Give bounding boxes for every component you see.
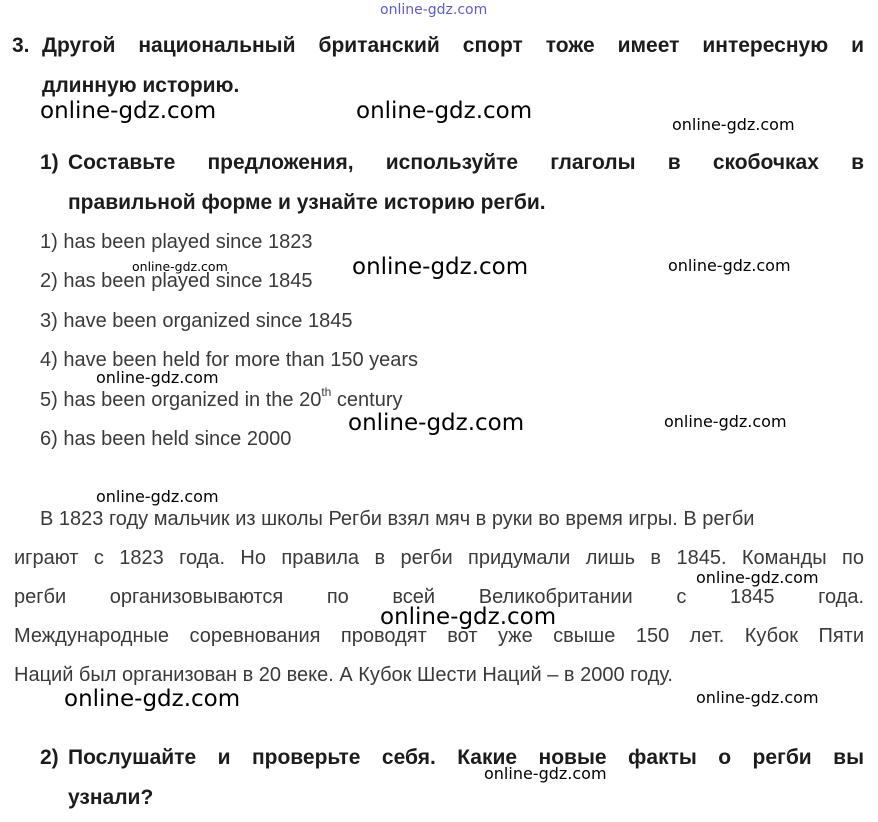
watermark[interactable]: online-gdz.com <box>696 688 819 707</box>
translation-line-4-text: Международные соревнования проводят вот уже свыше 150 лет. Кубок Пяти <box>14 625 864 647</box>
top-watermark[interactable]: online-gdz.com <box>380 2 488 18</box>
task-title-line1 <box>42 34 864 58</box>
exercise1-line2: правильной форме и узнайте историю регби. <box>68 191 546 214</box>
exercise1-number: 1) <box>40 151 59 174</box>
watermark[interactable]: online-gdz.com <box>132 259 228 274</box>
exercise2-line1-text: Послушайте и проверьте себя. Какие новые факты о регби вы <box>68 746 864 769</box>
exercise1-line1 <box>68 151 864 175</box>
translation-line-2 <box>14 547 864 570</box>
watermark[interactable]: online-gdz.com <box>668 256 791 275</box>
answer-text: has been played since 1845 <box>63 270 313 292</box>
watermark[interactable]: online-gdz.com <box>40 98 217 124</box>
answer-5 <box>40 385 403 412</box>
exercise2-number: 2) <box>40 746 59 769</box>
translation-line-5: Наций был организован в 20 веке. А Кубок Шести Наций – в 2000 году. <box>14 664 673 686</box>
translation-line-2-text: играют с 1823 года. Но правила в регби придумали лишь в 1845. Команды по <box>14 547 864 569</box>
answer-num: 2) <box>40 270 58 292</box>
watermark[interactable]: online-gdz.com <box>64 686 241 712</box>
answer-text: has been held since 2000 <box>63 428 292 450</box>
task-title-line2: длинную историю. <box>42 74 240 97</box>
answer-text: have been held for more than 150 years <box>63 349 419 371</box>
answer-num: 5) <box>40 389 58 411</box>
watermark[interactable]: online-gdz.com <box>380 604 557 630</box>
watermark[interactable]: online-gdz.com <box>96 368 219 387</box>
watermark[interactable]: online-gdz.com <box>348 410 525 436</box>
answer-num: 4) <box>40 349 58 371</box>
answer-3 <box>40 310 352 333</box>
translation-line-3-text: регби организовываются по всей Великобритании с 1845 года. <box>14 586 864 608</box>
watermark[interactable]: online-gdz.com <box>352 254 529 280</box>
watermark[interactable]: online-gdz.com <box>356 98 533 124</box>
answer-text-before: has been organized in the 20 <box>63 389 322 411</box>
watermark[interactable]: online-gdz.com <box>664 412 787 431</box>
answer-1 <box>40 231 312 254</box>
answer-6 <box>40 428 291 451</box>
answer-num: 1) <box>40 231 58 253</box>
answer-superscript: th <box>321 385 332 400</box>
exercise1-line1-text: Составьте предложения, используйте глаголы в скобочках в <box>68 151 864 174</box>
translation-line-1: В 1823 году мальчик из школы Регби взял мяч в руки во время игры. В регби <box>40 508 755 530</box>
answer-num: 3) <box>40 310 58 332</box>
answer-text: has been played since 1823 <box>63 231 313 253</box>
watermark[interactable]: online-gdz.com <box>96 487 219 506</box>
exercise2-line1 <box>68 746 864 770</box>
answer-text: have been organized since 1845 <box>63 310 353 332</box>
watermark[interactable]: online-gdz.com <box>672 115 795 134</box>
task-number: 3. <box>12 34 30 57</box>
exercise2-line2: узнали? <box>68 786 154 809</box>
task-title-line1-text: Другой национальный британский спорт тоже имеет интересную и <box>42 34 864 57</box>
answer-text-after: century <box>331 389 403 411</box>
watermark[interactable]: online-gdz.com <box>484 764 607 783</box>
answer-num: 6) <box>40 428 58 450</box>
watermark[interactable]: online-gdz.com <box>696 568 819 587</box>
